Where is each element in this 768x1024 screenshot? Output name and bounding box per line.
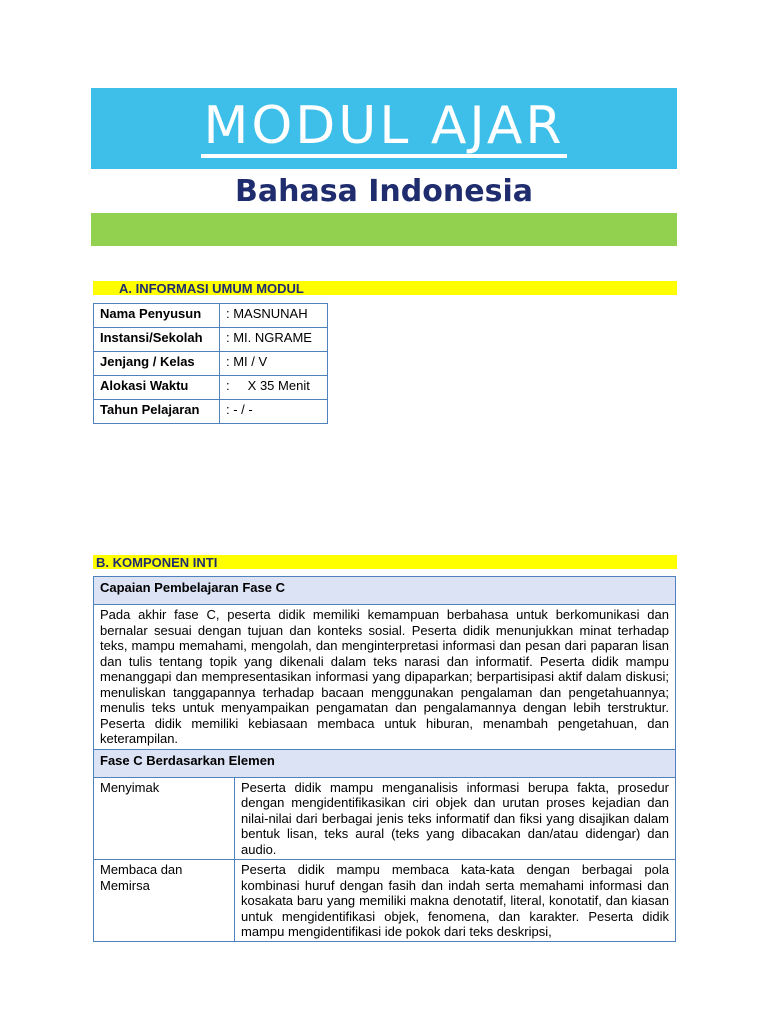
table-row bbox=[94, 777, 676, 860]
info-label: Jenjang / Kelas bbox=[94, 352, 220, 376]
info-label: Tahun Pelajaran bbox=[94, 400, 220, 424]
green-divider-band bbox=[91, 213, 677, 246]
table-row bbox=[94, 400, 328, 424]
title-band bbox=[91, 88, 677, 169]
table-row bbox=[94, 352, 328, 376]
cp-text: Pada akhir fase C, peserta didik memiliki kemampuan berbahasa untuk berkomunikasi dan bernalar sesuai dengan tujuan dan konteks sosial. Peserta didik menunjukkan minat terhadap teks, mampu memahami, mengolah, dan menginterpretasi informasi dan pesan dari paparan lisan dan tulis tentang topik yang dikenali dalam teks narasi dan informatif. Peserta didik mampu menanggapi dan mempresentasikan informasi yang dipaparkan; berpartisipasi aktif dalam diskusi; menuliskan tanggapannya terhadap bacaan menggunakan pengalaman dan pengetahuannya; menulis teks untuk menyampaikan pengamatan dan pengalamannya dengan lebih terstruktur. Peserta didik memiliki kebiasaan membaca untuk hiburan, menambah pengetahuan, dan keterampilan. bbox=[100, 607, 669, 746]
info-value: : MI / V bbox=[220, 352, 328, 376]
info-value: : MI. NGRAME bbox=[220, 328, 328, 352]
element-description: Peserta didik mampu membaca kata-kata dengan berbagai pola kombinasi huruf dengan fasih dan indah serta memahami informasi dan kosakata baru yang memiliki makna denotatif, literal, konotatif, dan kiasan untuk mengidentifikasi objek, fenomena, dan karakter. Peserta didik mampu mengidentifikasi ide pokok dari teks deskripsi, bbox=[241, 862, 669, 939]
table-row bbox=[94, 328, 328, 352]
elements-heading: Fase C Berdasarkan Elemen bbox=[94, 749, 676, 777]
general-info-table bbox=[93, 303, 328, 424]
element-description-cell bbox=[235, 860, 676, 942]
section-b-heading bbox=[93, 555, 677, 569]
info-value: : MASNUNAH bbox=[220, 304, 328, 328]
info-value: : - / - bbox=[220, 400, 328, 424]
module-title: MODUL AJAR bbox=[203, 96, 565, 156]
element-description: Peserta didik mampu menganalisis informasi berupa fakta, prosedur dengan mengidentifikasikan ciri objek dan urutan proses kejadian dan nilai-nilai dari berbagai jenis teks informatif dan fiksi yang disajikan dalam bentuk lisan, teks aural (teks yang dibacakan dan/atau didengar) dan audio. bbox=[235, 777, 676, 860]
section-a-heading-text: A. INFORMASI UMUM MODUL bbox=[119, 281, 304, 296]
table-row bbox=[94, 376, 328, 400]
cp-heading: Capaian Pembelajaran Fase C bbox=[94, 577, 676, 605]
table-row bbox=[94, 304, 328, 328]
element-name: Membaca dan Memirsa bbox=[94, 860, 235, 942]
table-row bbox=[94, 860, 676, 942]
table-row bbox=[94, 605, 676, 750]
table-row bbox=[94, 577, 676, 605]
info-label: Nama Penyusun bbox=[94, 304, 220, 328]
section-b-heading-text: B. KOMPONEN INTI bbox=[96, 555, 218, 570]
info-value: : X 35 Menit bbox=[220, 376, 328, 400]
info-label: Alokasi Waktu bbox=[94, 376, 220, 400]
element-name: Menyimak bbox=[94, 777, 235, 860]
module-subtitle: Bahasa Indonesia bbox=[235, 174, 533, 209]
section-a-heading bbox=[93, 281, 677, 295]
info-label: Instansi/Sekolah bbox=[94, 328, 220, 352]
table-row bbox=[94, 749, 676, 777]
core-component-table bbox=[93, 576, 676, 942]
cp-text-cell bbox=[94, 605, 676, 750]
